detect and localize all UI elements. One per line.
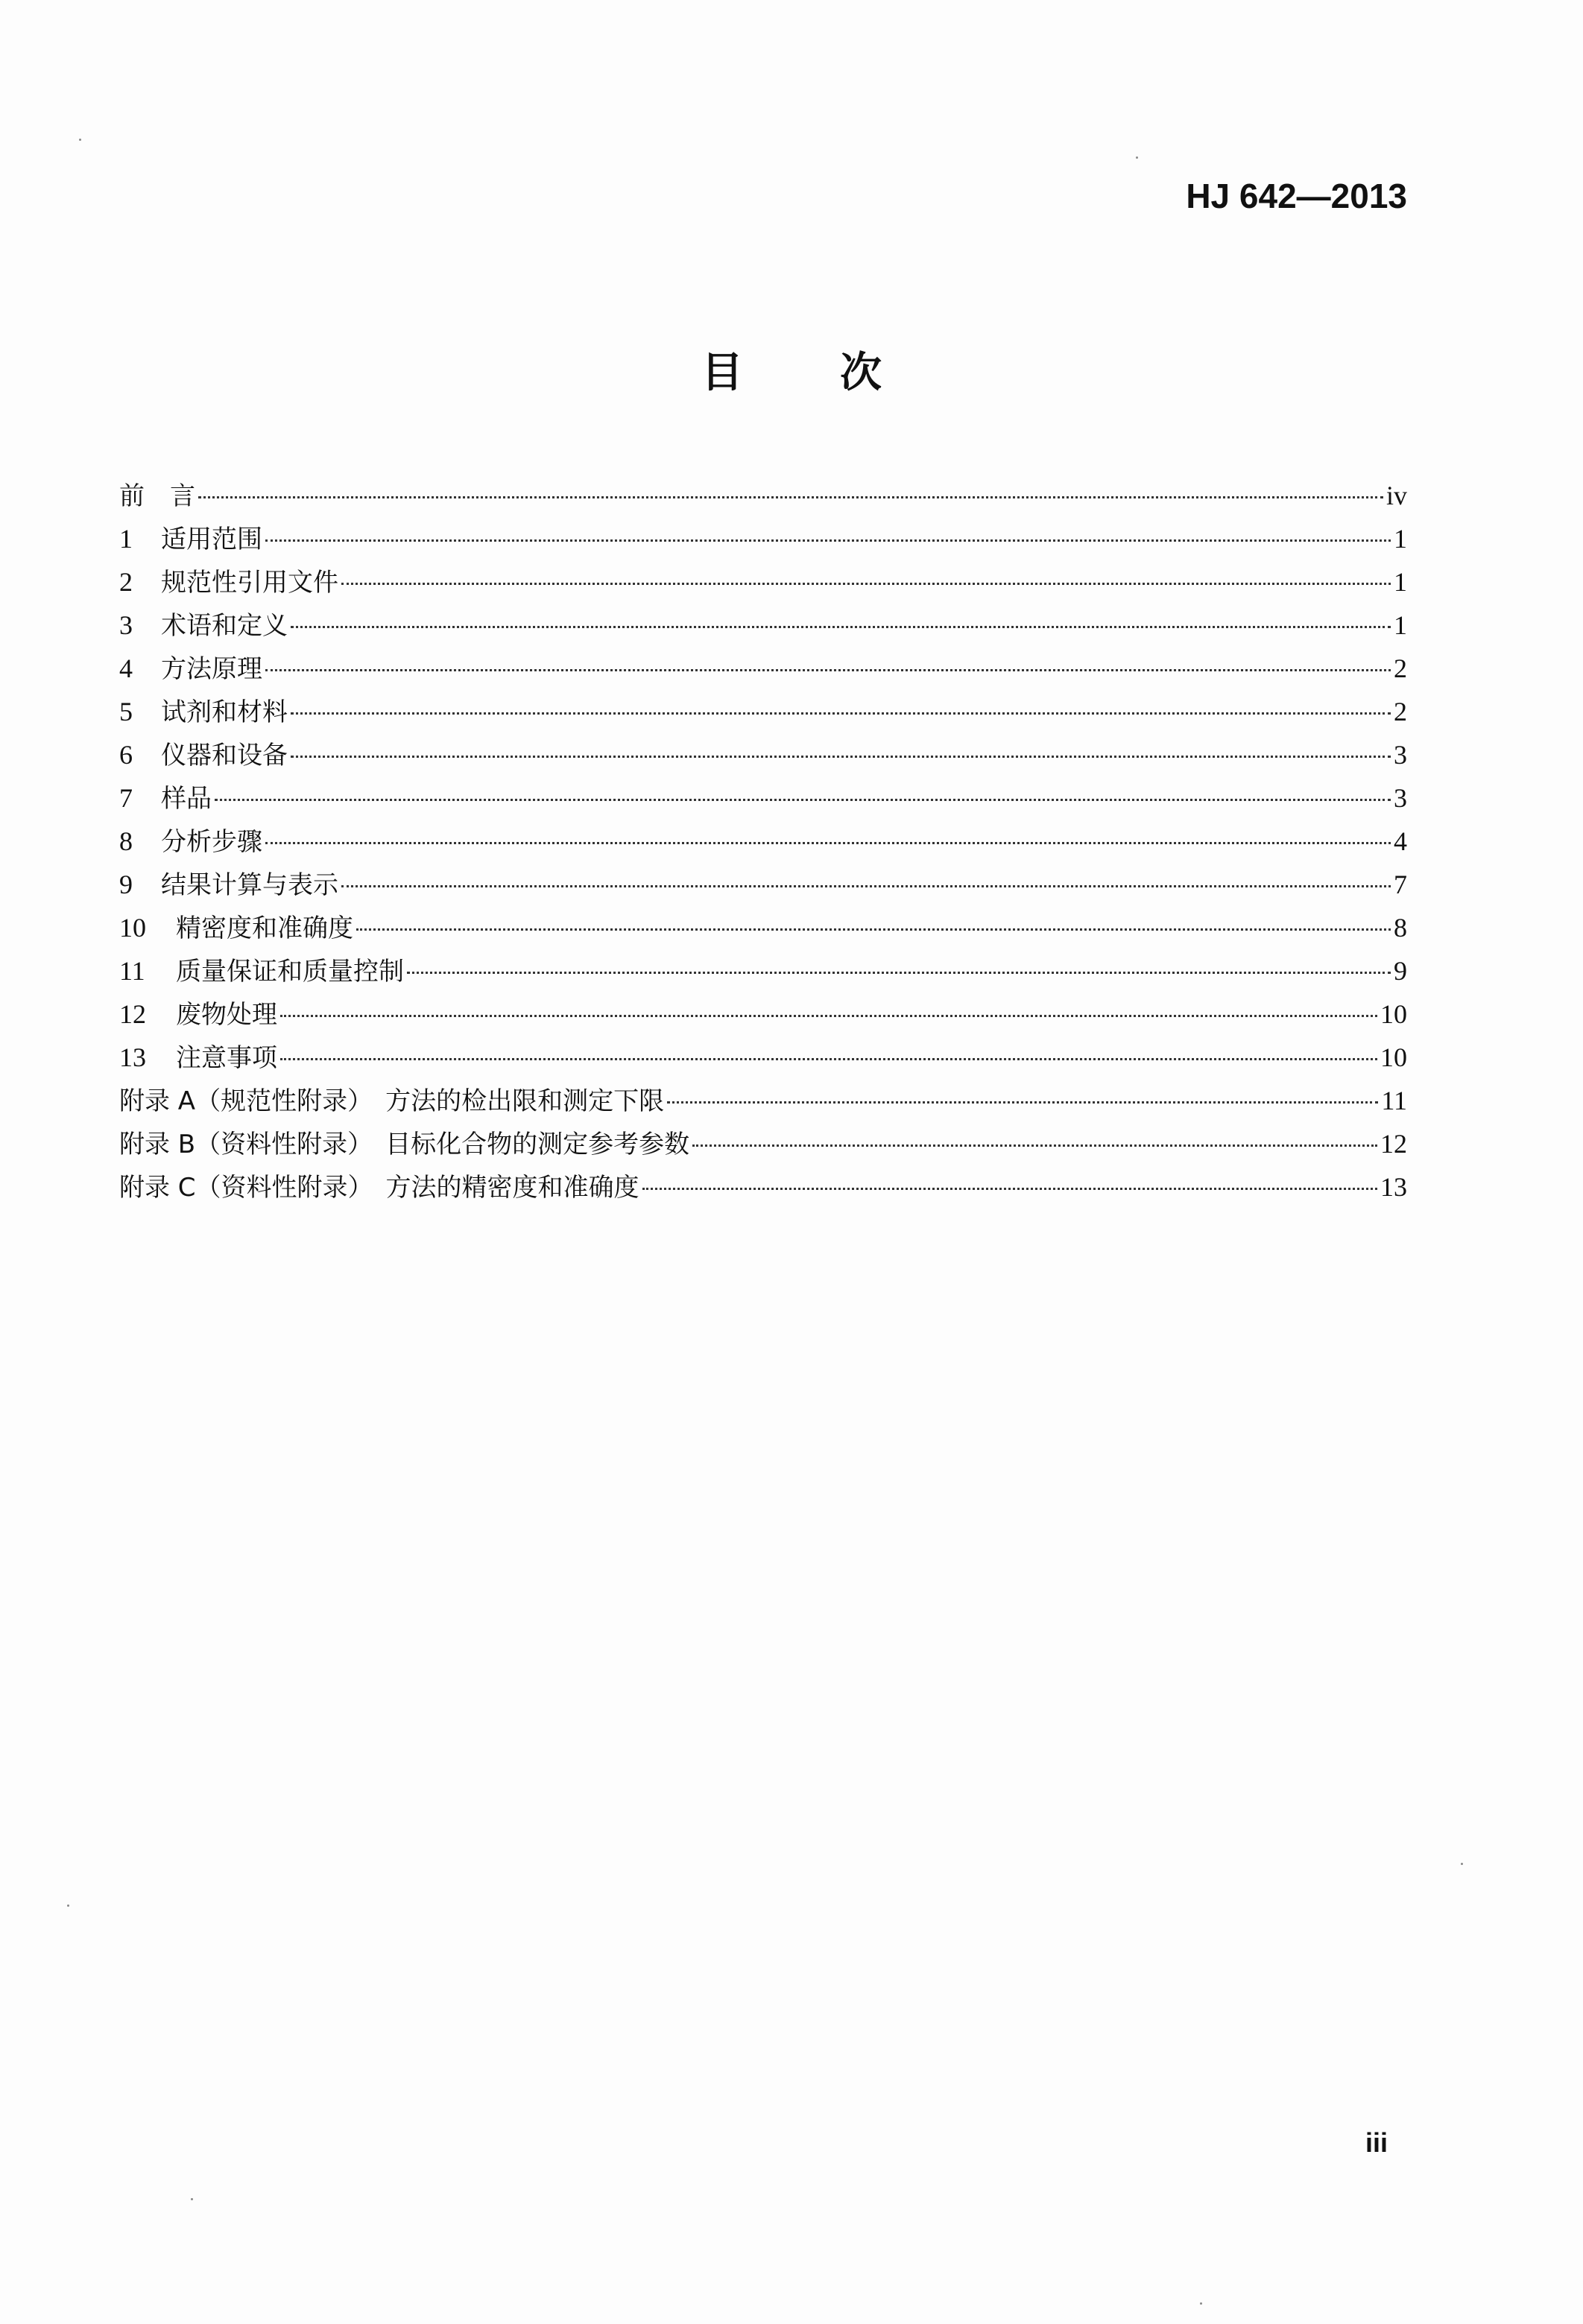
dot-leader	[341, 885, 1391, 887]
dot-leader	[265, 842, 1391, 844]
toc-entry[interactable]	[119, 949, 1407, 992]
toc-entry[interactable]	[119, 560, 1407, 604]
page-number: iii	[1365, 2127, 1388, 2158]
toc-entry-page: 3	[1394, 740, 1407, 770]
toc-entry-page: 1	[1394, 567, 1407, 597]
toc-entry[interactable]	[119, 647, 1407, 690]
toc-entry-page: 10	[1380, 1042, 1407, 1072]
toc-entry-number: 5	[119, 697, 133, 726]
toc-entry-page: 1	[1394, 524, 1407, 554]
toc-entry-label: 附录 A（规范性附录） 方法的检出限和测定下限	[119, 1086, 665, 1116]
toc-entry-label: 术语和定义	[161, 611, 288, 641]
toc-entry[interactable]	[119, 776, 1407, 820]
dot-leader	[291, 626, 1391, 628]
toc-entry[interactable]	[119, 1122, 1407, 1165]
toc-title: 目次	[701, 349, 979, 397]
toc-entry[interactable]	[119, 604, 1407, 647]
toc-entry-label: 试剂和材料	[161, 697, 288, 727]
toc-entry-number: 10	[119, 913, 146, 943]
dot-leader	[291, 756, 1391, 758]
toc-entry-number: 4	[119, 653, 133, 683]
dot-leader	[265, 539, 1391, 542]
toc-entry-label: 附录 C（资料性附录） 方法的精密度和准确度	[119, 1173, 639, 1203]
toc-entry-label: 仪器和设备	[161, 741, 288, 770]
toc-entry[interactable]	[119, 863, 1407, 906]
toc-entry[interactable]	[119, 1079, 1407, 1122]
toc-entry-page: 4	[1394, 826, 1407, 856]
dot-leader	[265, 669, 1391, 671]
toc-entry-number: 7	[119, 783, 133, 813]
toc-entry-page: iv	[1385, 481, 1407, 510]
toc-entry[interactable]	[119, 733, 1407, 776]
toc-entry[interactable]	[119, 1165, 1407, 1209]
toc-entry-label: 废物处理	[176, 1000, 277, 1030]
toc-entry-label: 注意事项	[176, 1043, 277, 1073]
toc-entry-number: 11	[119, 956, 145, 986]
toc-entry-label: 规范性引用文件	[161, 568, 338, 598]
scan-speck	[191, 2198, 193, 2200]
table-of-contents	[119, 474, 1407, 1209]
toc-entry-number: 9	[119, 870, 133, 899]
toc-entry-page: 13	[1380, 1172, 1407, 1202]
toc-entry-label: 适用范围	[161, 525, 262, 554]
dot-leader	[642, 1188, 1377, 1190]
toc-entry-page: 10	[1380, 999, 1407, 1029]
toc-entry-number: 6	[119, 740, 133, 770]
toc-entry-label: 样品	[161, 784, 212, 814]
dot-leader	[215, 799, 1391, 801]
toc-entry-number: 1	[119, 524, 133, 554]
toc-entry[interactable]	[119, 474, 1407, 517]
toc-entry-label: 质量保证和质量控制	[176, 957, 404, 987]
toc-entry[interactable]	[119, 1036, 1407, 1079]
toc-entry-label: 附录 B（资料性附录） 目标化合物的测定参考参数	[119, 1130, 690, 1159]
dot-leader	[280, 1058, 1377, 1060]
toc-entry-number: 13	[119, 1042, 146, 1072]
toc-entry-page: 12	[1380, 1129, 1407, 1159]
dot-leader	[291, 712, 1391, 715]
dot-leader	[341, 583, 1391, 585]
toc-entry-number: 3	[119, 610, 133, 640]
toc-entry-label: 前 言	[119, 481, 195, 511]
dot-leader	[198, 496, 1383, 498]
toc-entry-page: 1	[1394, 610, 1407, 640]
toc-entry[interactable]	[119, 906, 1407, 949]
standard-code: HJ 642—2013	[1186, 177, 1407, 215]
toc-entry-number: 8	[119, 826, 133, 856]
toc-entry-page: 9	[1394, 956, 1407, 986]
dot-leader	[407, 972, 1391, 974]
dot-leader	[692, 1144, 1377, 1147]
dot-leader	[667, 1101, 1378, 1104]
scan-speck	[1136, 156, 1138, 159]
scan-speck	[1461, 1863, 1463, 1865]
scan-speck	[67, 1905, 69, 1907]
toc-entry[interactable]	[119, 517, 1407, 560]
toc-entry[interactable]	[119, 690, 1407, 733]
scan-speck	[79, 139, 81, 141]
dot-leader	[280, 1015, 1377, 1017]
toc-entry[interactable]	[119, 992, 1407, 1036]
toc-entry-page: 3	[1394, 783, 1407, 813]
toc-entry-number: 12	[119, 999, 146, 1029]
toc-entry-label: 精密度和准确度	[176, 914, 353, 943]
toc-entry-page: 2	[1394, 697, 1407, 726]
toc-entry-page: 11	[1381, 1086, 1407, 1115]
toc-entry-label: 结果计算与表示	[161, 870, 338, 900]
toc-entry-page: 7	[1394, 870, 1407, 899]
toc-entry-page: 8	[1394, 913, 1407, 943]
scan-speck	[1200, 2302, 1202, 2305]
toc-entry[interactable]	[119, 820, 1407, 863]
toc-entry-label: 方法原理	[161, 654, 262, 684]
toc-entry-number: 2	[119, 567, 133, 597]
dot-leader	[356, 928, 1391, 931]
toc-entry-page: 2	[1394, 653, 1407, 683]
toc-entry-label: 分析步骤	[161, 827, 262, 857]
